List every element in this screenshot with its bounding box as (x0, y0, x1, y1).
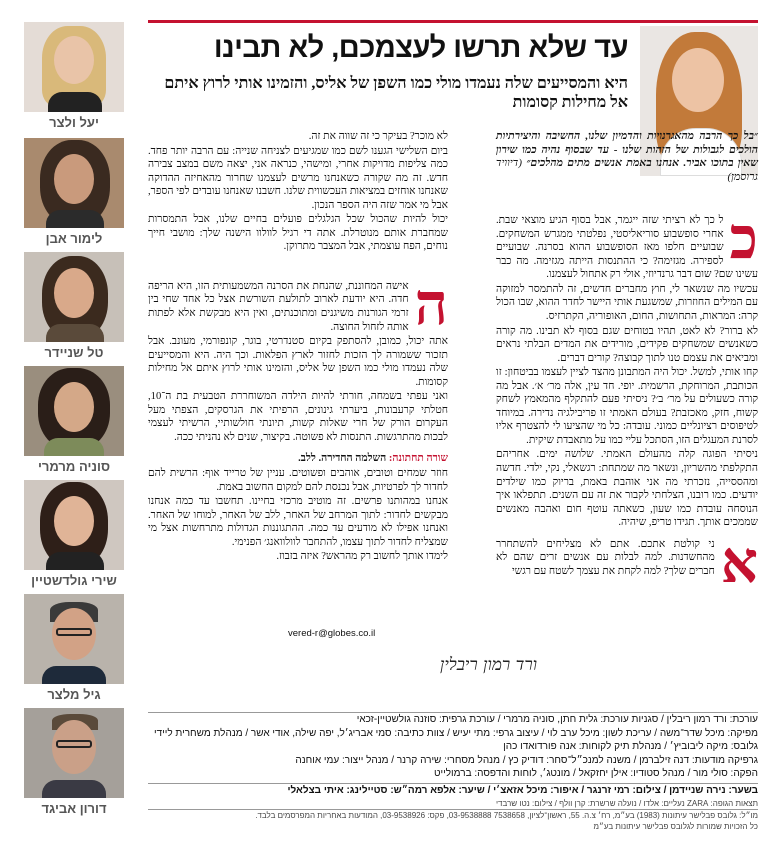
contributor (18, 366, 130, 474)
credit-line: גרפיקה מודעות: דנה זילברמן / משנה למנכ״ל־סחר: דודיק כץ / מנהל מסחרי: שירה קרנר / מנהל ייצור: עמי אוחנה (295, 754, 758, 766)
headline: עד שלא תרשו לעצמכם, לא תבינו (213, 32, 628, 64)
paragraph: לימדו אותך לחשוב רק מהראש? איזה בזבוז. (276, 551, 448, 563)
contributor-photo (24, 138, 124, 228)
contributor (18, 22, 130, 130)
drop-cap: ה (414, 271, 448, 337)
contributor-photo (24, 252, 124, 342)
paragraph: אנחנו במהותנו פרשים. זה מוטיב מרכזי בחיינו. תחשבו עד כמה אנחנו מבקשים לחדור: לתוך המרחב של האחר, ללב של האחר, למוחו של האחר. ואנחנו אפילו לא מודעים עד כמה. ההתגוננות הגדולות מתרחשות אצל מי שמצליח לחדור לתוך עצמו, להתחבר לוולוואנג׳ הפנימי. (148, 496, 448, 548)
contributor-photo (24, 708, 124, 798)
contributor (18, 138, 130, 246)
drop-cap: כ (729, 206, 758, 272)
paragraph: לא ברור? לא לאט, תהיו בטוחים שגם בסוף לא תבינו. מה קורה כשאנשים שמשחקים פקידים, מורידים את המדים הבלתי נראים ומביאים את עצמם טנו לתוך קבוצה? קורים דברים. (496, 325, 758, 364)
paragraph: לא מוכר? בעיקר כי זה שווה את זה. (308, 131, 448, 142)
paragraph: ניסיתי הפוגה קלה מהעולם האמתי. שלושה ימים. אחריהם התקלפתי מהשריון, ונשאר מה שמתחת: רגשאלי, נקי, ילדי. חדשה ומהססייה, נזכרתי מה אני אוהבת באמת, בריוק כמו שילדים יודעים. כמו רובנו, הצלחתי לקבור את זה עם השנים. תתפלאו איך הנוסחה עובדת כמו שעון, כשאתה עוטף חום ואהבה מאנשים שממכים אותך. תגידו טריפ, שיהיה. (496, 449, 758, 529)
contributor-name: דורון אביגד (41, 801, 107, 816)
svg-text:ורד רמון ריבלין: ורד רמון ריבלין (440, 655, 538, 675)
credit-line: עורכת: ורד רמון ריבלין / סגניות עורכת: גלית חתן, סוניה מרמרי / עורכת גרפית: סוזנה גולשטיין-זכאי (356, 714, 758, 725)
pull-quote-text: ״בל כך הרבה מהאגרנויות והדמיון שלנו, החשיבה והיצירתיות הולכים לגבולות של הזהות שלנו - עד שבסוף נהיה כמו שירון שאין בתוכו אביר. אנחנו באמת אנשים מתים מהלכים״ (496, 130, 758, 170)
author-signature (290, 644, 538, 680)
paragraph: ה אישה המחוננת, שהנחת את הסרנה המשמעותית הזו, היא הריפה חדה. היא יודעת לארוב לתולעת השורשת אצל כל אחד שחי בין זרמי הגורנות משיגנים ומתוכנתים, ואין היא מבקשת אלא לפתות אותה לזחול החוצה. (148, 271, 448, 337)
pull-quote (496, 130, 758, 184)
paragraph: א ני קולטת אתכם. אתם לא מצליחים להשתחרר מהחשדנות. למה לבלות עם אנשים זרים שהם לא חברים שלך? למה לקחת את עצמך לשטח עם רגשי (496, 529, 758, 595)
paragraph: חוזר שמחים וטובים, אוהבים ופשוטים. עניין של טרייד אוף: הרשית להם לחדור לך לפרטיות, אבל נכנסת להם למקום החשוב באמת. (148, 468, 448, 493)
drop-cap: א (720, 529, 758, 595)
credit-line: מפיקה: מיכל שדר־משה / עריכת לשון: מיכל ערב לוי / עיצוב גרפי: מתי יעיש / צוות כתיבה: סמי אבריג׳ל, יפה שילה, אודי אשר / מנהלת משחרית ליידי גלובס: מיקה ליבוביץ׳ / מנהלת תיק לקוחות: אנה פורדואדו כהן (153, 727, 758, 753)
author-email[interactable]: vered-r@globes.co.il (288, 628, 376, 639)
contributor-photo (24, 594, 124, 684)
contributor-photo (24, 480, 124, 570)
pull-quote-attribution: (דיוויד גרוסמן) (496, 157, 758, 183)
subheadline: היא והמסייעים שלה נעמדו מולי כמו השפן של אליס, והזמינו אותי לרוץ איתם אל מחילות קסומות (164, 75, 628, 111)
contributor-photo (24, 366, 124, 456)
paragraph: יכול להיות שהכול שכל הגלגלים פועלים בחיים שלנו, אבל התמסרות שמחברת אותם מנוטרלת. אתה די רגיל לוולוו הישנה שלך: מושבי חייך נוחים, הפח עוצמתי, אבל המצבר מתרוקן. (148, 214, 448, 253)
signature-graphic (290, 644, 538, 680)
copyright-line: כל הזכויות שמורות לגלובס פבלישר עיתונות בע״מ (593, 821, 758, 831)
credit-line: תצאות הגופה: ZARA נעליים: אלדו / נועלה שרשרת: קרן וולף / צילום: נטו שרבדי (495, 798, 758, 808)
contributor (18, 708, 130, 816)
contributor-name: טל שניידר (44, 345, 104, 360)
paragraph: ואני עפתי בשמחה, חורתי להיות הילדה המשוחררת הטבעית בת ה־10, חטלתי קרעבונות, ביערתי גינונים, הרפיתי את הגרסקים, הצפתי מעל העקרום הורק של חרי שאלות קשות, תיונתי חולשותיי, הרשיתי לעצמי לבכות מהתרגשות. התנסות לא פשוטה. בקיצור, שנים לא נהניתי ככה. (148, 391, 448, 443)
paragraph: אתה יכול, כמובן, להסתפק בקיום סטנדרטי, בוגר, קונפורמי, מעונב. אבל תזכור ששמורה לך הזכות לחזור לארץ הפלאות. וכך היה. היא והמסייעים שלה נעמדו מולי כמו השפן של אליס, והזמינו אותי לרוץ איתם אל מחילות קסומות. (148, 336, 448, 388)
article (140, 0, 768, 843)
publisher-line: מו״ל: גלובס פבלישר עיתונות (1983) בע״מ, רח׳ צ.ה. 55, ראשון־לציון, 7538658 03-9538888, פקס: 03-9538926, המודעות באחריות המפרסמים בלבד. (255, 810, 758, 820)
contributor (18, 252, 130, 360)
contributor-name: גיל מלצר (47, 687, 101, 702)
paragraph: קחו אותי, למשל. יכול היה המתבונן מהצד לציין לעצמו בביטחון: זו הכותבת, המרוחקת, הרשמית. יופי. חד עין, אלה מר׳ א׳. אבל מה קורה כשעולים על מר׳ ב׳? ניסיתי פעם להתקלף מהמאמץ לשחק קשוח, חזק, מאכזבת? בעולם האמתי זו פריבילגיה נדירה. במיוחד לטיפוסים רציונליים כמוני. עובדה: כל מי שהציעו לי להצטרף אליו לסרנת המעגלים הזו, הסתכל עליי כמו על מתאבדת שיקית. (496, 367, 758, 446)
contributors-column (0, 0, 140, 843)
paragraph: עכשיו מה שנשאר לי, חוץ מחברים חדשים, זה להתמסר למזוקה עם המילים החוזרות, שמשגעת אותי היישר לחדר ההוא, שבו הכול קרה: המראות, התחושות, החום, האופוריה, הקתרזיס. (496, 283, 758, 323)
contributor-name: יעל ולצר (49, 115, 99, 130)
right-column (496, 130, 758, 595)
left-column (148, 130, 448, 565)
paragraph: כ ל כך לא רציתי שזה ייגמר, אבל בסוף הגיע מוצאי שבת. אחרי סופשבוע סוריאליסטי, נפלטתי ממגרש המשחקים. שבועיים חלפו מאז הסופשבוע ההוא בסרנה. שבועיים לספירה. מגזימה? כי ההתנסות הייתה מגזימה. מה כבר עשינו שם? שום דבר גרנדיוזי, אולי רק אתחול לעצמנו. (496, 206, 758, 281)
contributor (18, 594, 130, 702)
bottom-line-heading: שורה תחתונה: השלמה החדירה. ללב. (298, 453, 448, 465)
contributor-name: שירי גולדשטיין (31, 573, 117, 588)
credit-line: הפקה: סולי מור / מנהל סטודיו: אילן יחזקאל / מונטג׳, לוחות והדפסה: ברמולייט (434, 768, 758, 780)
credit-line: בשער: נירה שניידמן / צילום: רמי זרנגר / איפור: מיכל אזאצ׳י / שיער: אלפא רמה״ש: סטיילינג: איתי בצלאלי (287, 784, 758, 796)
contributor-name: לימור אבן (45, 231, 103, 246)
top-rule (148, 20, 758, 23)
paragraph: ביום השלישי הגענו לשם כמו שמגיעים לצניחה שנייה: עם הרבה יותר פחד. כמה צליפות מדויקות אחרי, ומישהי, כנראה אני, יצאה משם במצב צבירה חדש. זה מה שקורה כשאנחנו מרשים לעצמנו שחרור מהאחיזה ההדוקה שאנחנו אוחזים במציאות העכשווית שלנו. חשבנו שאנחנו עובדים לפי הספר, אבל מי אמר שזה היה הספר הנכון. (148, 145, 448, 211)
contributor-photo (24, 22, 124, 112)
contributor (18, 480, 130, 588)
contributor-name: סוניה מרמרי (37, 459, 111, 474)
credits-box (148, 712, 758, 832)
